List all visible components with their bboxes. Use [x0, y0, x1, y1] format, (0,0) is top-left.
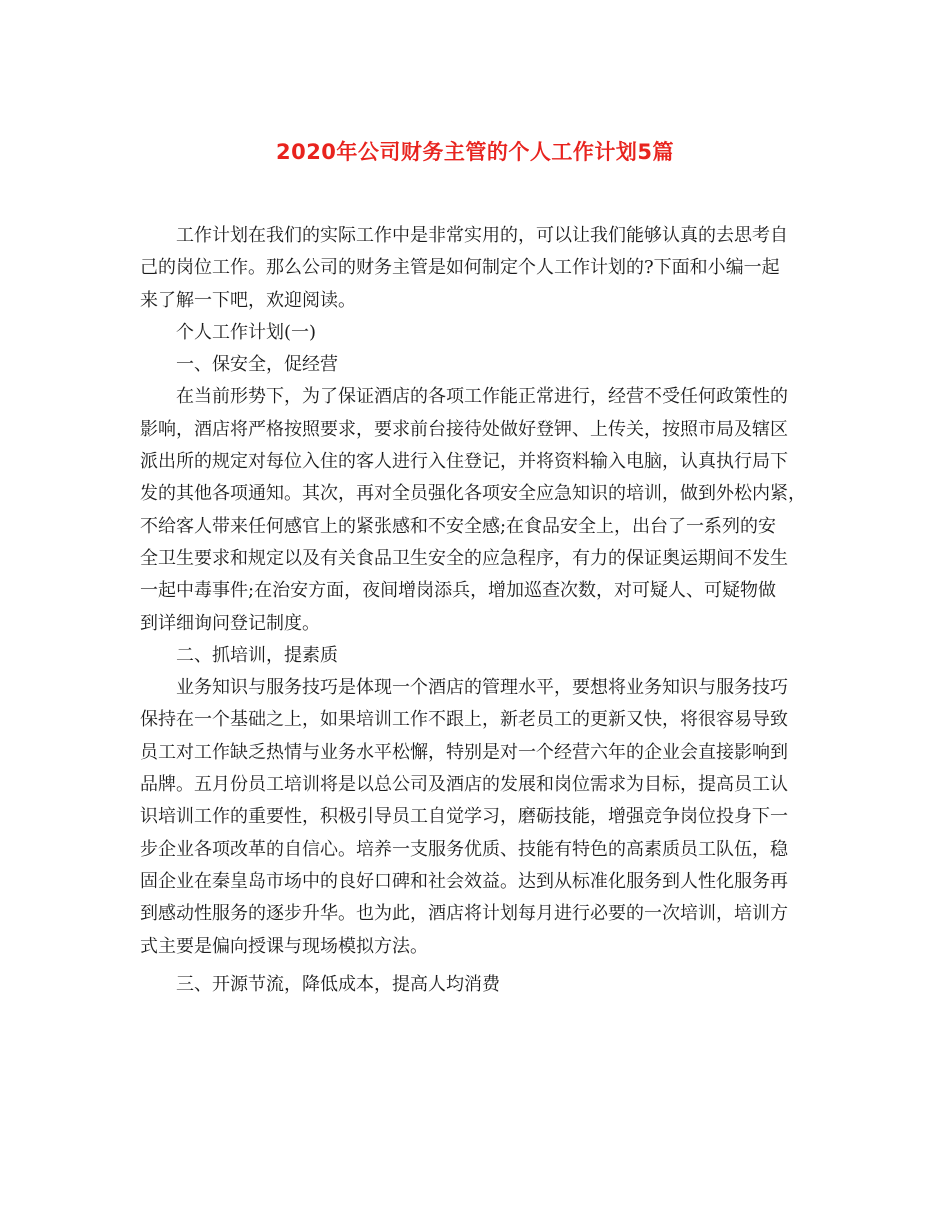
paragraph-line: 工作计划在我们的实际工作中是非常实用的，可以让我们能够认真的去思考自 [176, 225, 788, 246]
document-body [140, 220, 840, 1001]
paragraph-line: 步企业各项改革的自信心。培养一支服务优质、技能有特色的高素质员工队伍，稳 [140, 838, 788, 860]
paragraph-line: 业务知识与服务技巧是体现一个酒店的管理水平，要想将业务知识与服务技巧 [176, 677, 788, 699]
paragraph-line: 员工对工作缺乏热情与业务水平松懈，特别是对一个经营六年的企业会直接影响到 [140, 741, 788, 763]
paragraph-line: 式主要是偏向授课与现场模拟方法。 [140, 935, 428, 957]
section-heading: 个人工作计划(一) [176, 321, 317, 343]
section-heading: 一、保安全，促经营 [176, 354, 338, 376]
paragraph-line: 到详细询问登记制度。 [140, 612, 320, 634]
paragraph-line: 到感动性服务的逐步升华。也为此，酒店将计划每月进行必要的一次培训，培训方 [140, 903, 788, 925]
paragraph-line: 在当前形势下，为了保证酒店的各项工作能正常进行，经营不受任何政策性的 [176, 386, 788, 408]
paragraph-line: 己的岗位工作。那么公司的财务主管是如何制定个人工作计划的?下面和小编一起 [140, 257, 780, 279]
paragraph-line: 影响，酒店将严格按照要求，要求前台接待处做好登钾、上传关，按照市局及辖区 [140, 418, 788, 440]
paragraph-line: 派出所的规定对每位入住的客人进行入住登记，并将资料输入电脑，认真执行局下 [140, 451, 788, 473]
section-heading: 三、开源节流，降低成本，提高人均消费 [176, 973, 500, 995]
paragraph-line: 品牌。五月份员工培训将是以总公司及酒店的发展和岗位需求为目标，提高员工认 [140, 774, 788, 796]
paragraph-line: 不给客人带来任何感官上的紧张感和不安全感;在食品安全上，出台了一系列的安 [140, 515, 777, 537]
paragraph-line: 保持在一个基础之上，如果培训工作不跟上，新老员工的更新又快，将很容易导致 [140, 709, 788, 731]
paragraph-line: 固企业在秦皇岛市场中的良好口碑和社会效益。达到从标准化服务到人性化服务再 [140, 870, 788, 892]
paragraph-line: 一起中毒事件;在治安方面，夜间增岗添兵，增加巡查次数，对可疑人、可疑物做 [140, 580, 777, 602]
paragraph-line: 全卫生要求和规定以及有关食品卫生安全的应急程序，有力的保证奥运期间不发生 [140, 547, 788, 569]
paragraph-line: 发的其他各项通知。其次，再对全员强化各项安全应急知识的培训，做到外松内紧， [140, 483, 806, 505]
section-heading: 二、抓培训，提素质 [176, 644, 338, 666]
paragraph-line: 识培训工作的重要性，积极引导员工自觉学习，磨砺技能，增强竞争岗位投身下一 [140, 806, 788, 828]
paragraph-line: 来了解一下吧，欢迎阅读。 [140, 289, 356, 311]
document-title: 2020年公司财务主管的个人工作计划5篇 [275, 140, 675, 164]
